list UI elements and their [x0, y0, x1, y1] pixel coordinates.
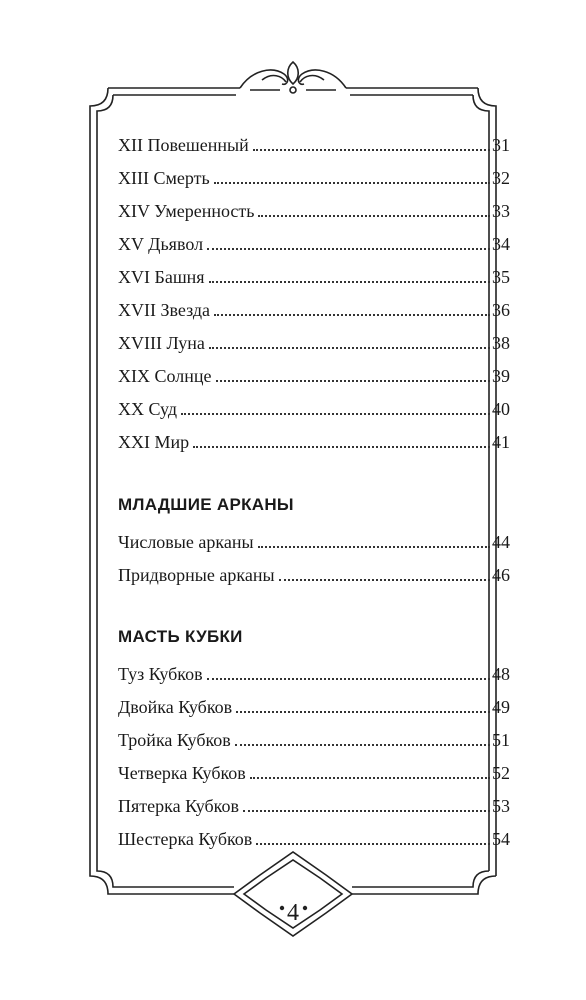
- toc-entry-ace-cups[interactable]: Туз Кубков 48: [118, 664, 510, 684]
- top-flourish-ornament: [240, 62, 346, 93]
- toc-entry-xxi[interactable]: XXI Мир 41: [118, 432, 510, 452]
- toc-entry-xiii[interactable]: XIII Смерть 32: [118, 168, 510, 188]
- toc-entry-xx[interactable]: XX Суд 40: [118, 399, 510, 419]
- toc-entry-three-cups[interactable]: Тройка Кубков 51: [118, 730, 510, 750]
- toc-entry-xvii[interactable]: XVII Звезда 36: [118, 300, 510, 320]
- section-heading-suit-cups: МАСТЬ КУБКИ: [118, 627, 243, 646]
- toc-entry-five-cups[interactable]: Пятерка Кубков 53: [118, 796, 510, 816]
- toc-entry-xviii[interactable]: XVIII Луна 38: [118, 333, 510, 353]
- section-heading-minor-arcana: МЛАДШИЕ АРКАНЫ: [118, 495, 294, 514]
- toc-entry-six-cups[interactable]: Шестерка Кубков 54: [118, 829, 510, 849]
- toc-entry-xix[interactable]: XIX Солнце 39: [118, 366, 510, 386]
- page-number: 4: [287, 900, 299, 926]
- toc-entry-xii[interactable]: XII Повешенный 31: [118, 135, 510, 155]
- toc-entry-court-arcana[interactable]: Придворные арканы 46: [118, 565, 510, 585]
- toc-entry-numeric-arcana[interactable]: Числовые арканы 44: [118, 532, 510, 552]
- toc-entry-two-cups[interactable]: Двойка Кубков 49: [118, 697, 510, 717]
- toc-entry-four-cups[interactable]: Четверка Кубков 52: [118, 763, 510, 783]
- toc-entry-xvi[interactable]: XVI Башня 35: [118, 267, 510, 287]
- toc-entry-xv[interactable]: XV Дьявол 34: [118, 234, 510, 254]
- toc-entry-xiv[interactable]: XIV Умеренность 33: [118, 201, 510, 221]
